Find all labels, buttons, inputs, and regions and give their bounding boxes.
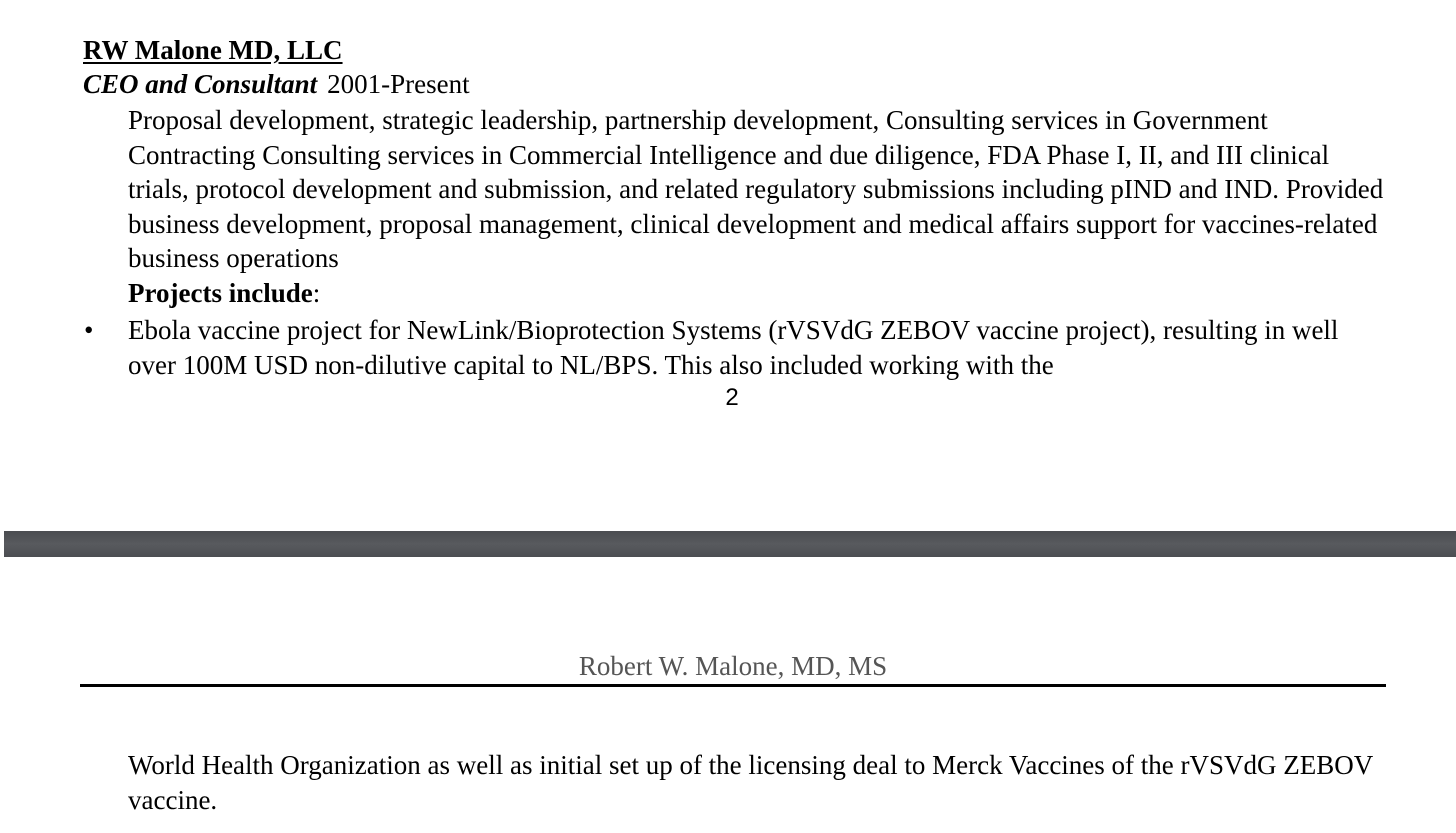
- projects-colon: :: [312, 278, 321, 308]
- company-name: RW Malone MD, LLC: [83, 35, 343, 65]
- header-rule: [80, 684, 1386, 687]
- projects-label: Projects include: [128, 278, 313, 308]
- page-number: 2: [725, 384, 739, 411]
- project-item-continued: World Health Organization as well as initial set up of the licensing deal to Merck Vaccines of the rVSVdG ZEBOV vaccine.: [128, 750, 1373, 815]
- page-separator: [4, 531, 1456, 557]
- employment-years: 2001-Present: [327, 69, 470, 99]
- role-line: [83, 67, 470, 101]
- bullet-icon: •: [84, 315, 94, 345]
- page-header-name: Robert W. Malone, MD, MS: [578, 651, 888, 681]
- job-title: CEO and Consultant: [83, 69, 318, 99]
- project-item-text: Ebola vaccine project for NewLink/Bioprotection Systems (rVSVdG ZEBOV vaccine project), resulting in well over 100M USD non-dilutive capital to NL/BPS. This also included working with the: [128, 315, 1339, 380]
- job-description: Proposal development, strategic leadership, partnership development, Consulting services in Government Contracting Consulting services in Commercial Intelligence and due diligence, FDA Phase I, II, and III clinical trials, protocol development and submission, and related regulatory submissions including pIND and IND. Provided business development, proposal management, clinical development and medical affairs support for vaccines-related business operations: [128, 105, 1384, 273]
- projects-heading: [128, 276, 320, 310]
